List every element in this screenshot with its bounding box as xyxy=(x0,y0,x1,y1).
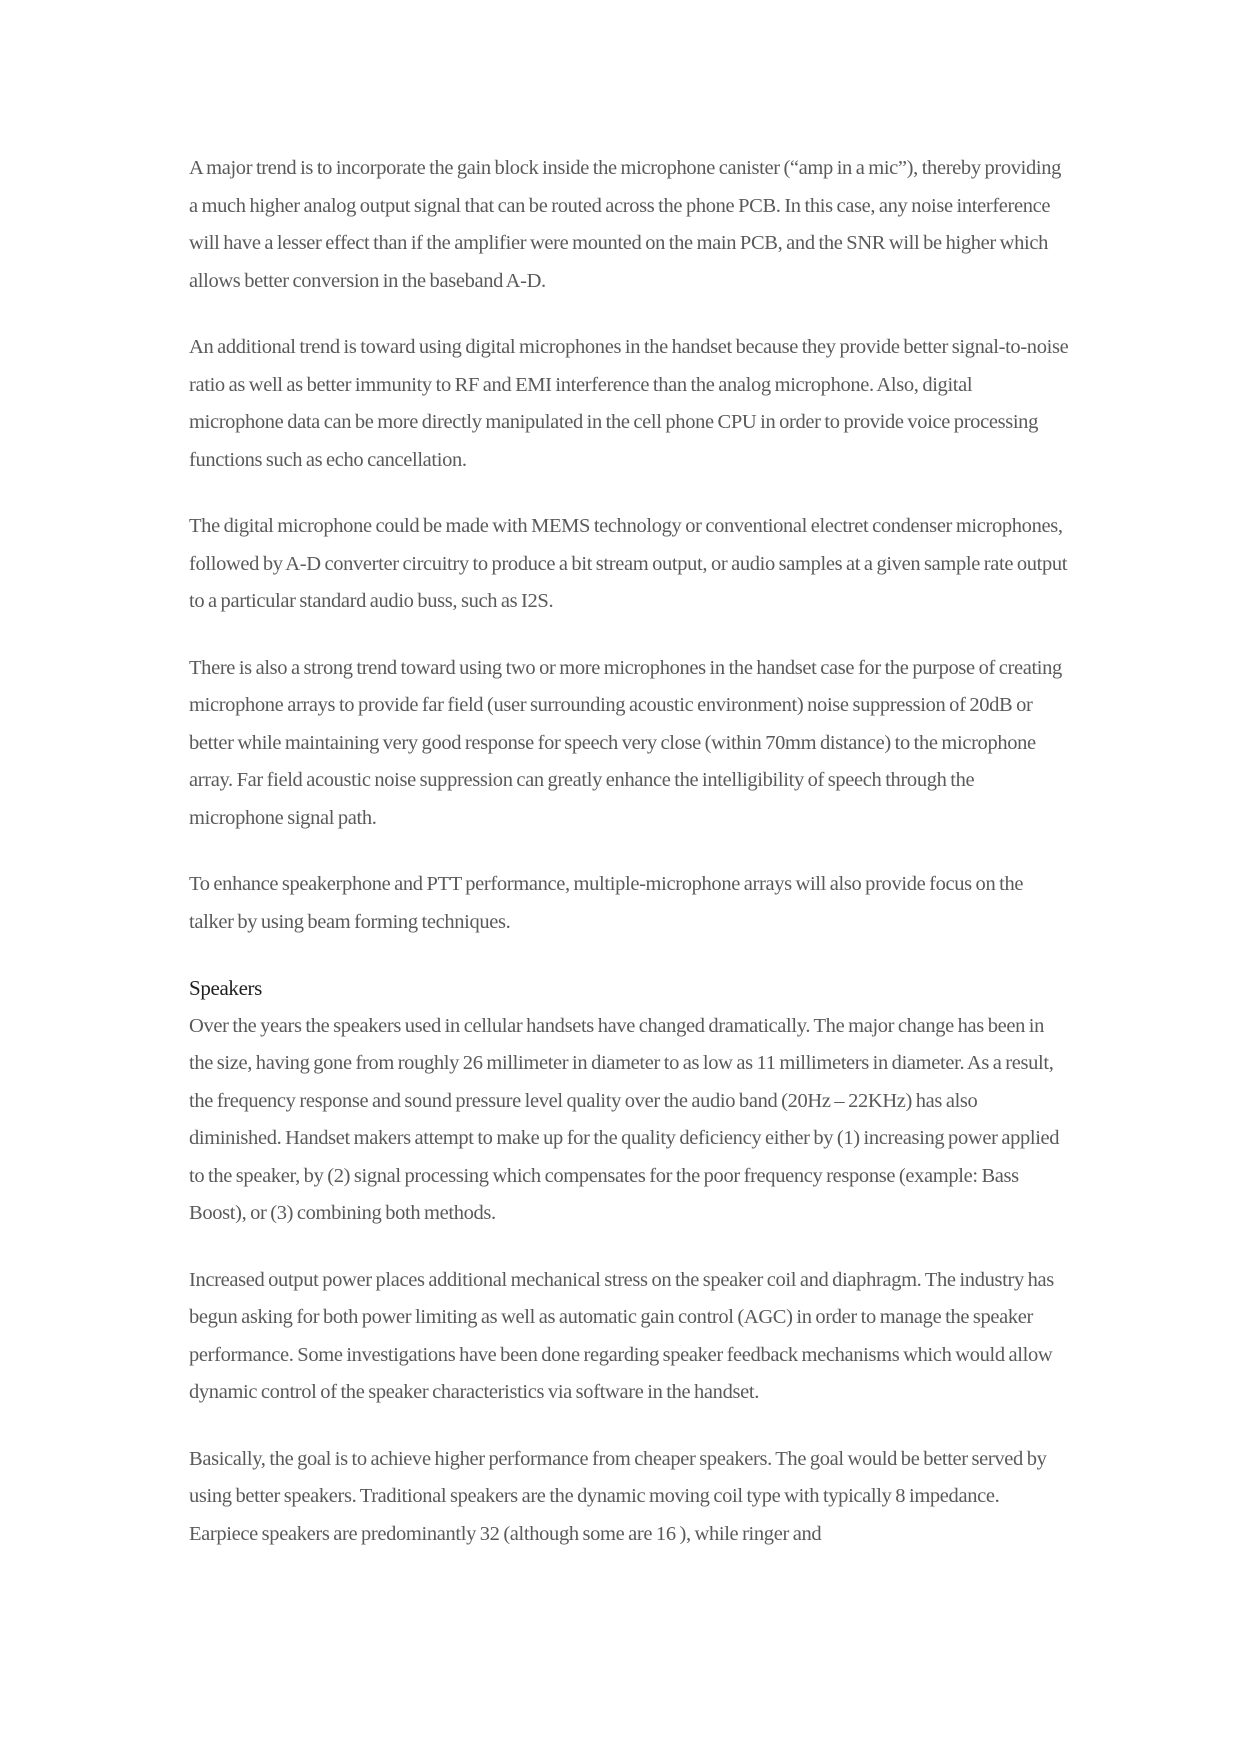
paragraph-speaker-goal: Basically, the goal is to achieve higher performance from cheaper speakers. The goal would be better served by using better speakers. Traditional speakers are the dynamic moving coil type with typically 8 impedance. Earpiece speakers are predominantly 32 (although some are 16 ), while ringer and xyxy=(189,1447,1047,1545)
paragraph-microphone-arrays: There is also a strong trend toward using two or more microphones in the handset case for the purpose of creating microphone arrays to provide far field (user surrounding acoustic environment) noise suppression of 20dB or better while maintaining very good response for speech very close (within 70mm distance) to the microphone array. Far field acoustic noise suppression can greatly enhance the intelligibility of speech through the microphone signal path. xyxy=(189,656,1062,829)
paragraph-output-power: Increased output power places additional mechanical stress on the speaker coil and diaphragm. The industry has begun asking for both power limiting as well as automatic gain control (AGC) in order to manage the speaker performance. Some investigations have been done regarding speaker feedback mechanisms which would allow dynamic control of the speaker characteristics via software in the handset. xyxy=(189,1268,1054,1403)
paragraph-amp-in-mic: A major trend is to incorporate the gain block inside the microphone canister (“amp in a mic”), thereby providing a much higher analog output signal that can be routed across the phone PCB. In this case, any noise interference will have a lesser effect than if the amplifier were mounted on the main PCB, and the SNR will be higher which allows better conversion in the baseband A-D. xyxy=(189,157,1062,292)
paragraph-beam-forming: To enhance speakerphone and PTT performance, multiple-microphone arrays will also provide focus on the talker by using beam forming techniques. xyxy=(189,873,1024,933)
paragraph-speaker-size: Over the years the speakers used in cellular handsets have changed dramatically. The major change has been in the size, having gone from roughly 26 millimeter in diameter to as low as 11 millimeters in diameter. As a result, the frequency response and sound pressure level quality over the audio band (20Hz – 22KHz) has also diminished. Handset makers attempt to make up for the quality deficiency either by (1) increasing power applied to the speaker, by (2) signal processing which compensates for the poor frequency response (example: Bass Boost), or (3) combining both methods. xyxy=(189,1014,1060,1224)
paragraph-mems-technology: The digital microphone could be made with MEMS technology or conventional electret condenser microphones, followed by A-D converter circuitry to produce a bit stream output, or audio samples at a given sample rate output to a particular standard audio buss, such as I2S. xyxy=(189,515,1068,612)
paragraph-digital-microphones: An additional trend is toward using digital microphones in the handset because they provide better signal-to-noise ratio as well as better immunity to RF and EMI interference than the analog microphone. Also, digital microphone data can be more directly manipulated in the cell phone CPU in order to provide voice processing functions such as echo cancellation. xyxy=(189,336,1069,471)
section-heading-speakers: Speakers xyxy=(189,976,263,1000)
document-body xyxy=(189,150,1069,1582)
